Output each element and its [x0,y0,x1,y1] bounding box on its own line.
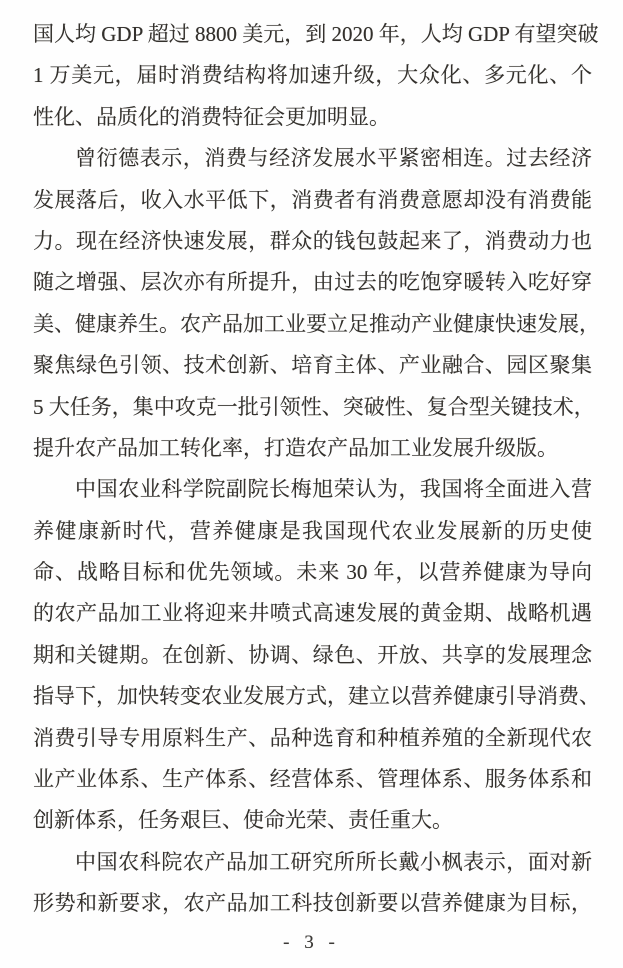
text-line: 中国农科院农产品加工研究所所长戴小枫表示，面对新 [75,849,592,874]
text-line: 养健康新时代，营养健康是我国现代农业发展新的历史使 [33,518,592,543]
text-line: 提升农产品加工转化率，打造农产品加工业发展升级版。 [33,435,558,460]
text-line: 力。现在经济快速发展，群众的钱包鼓起来了，消费动力也 [33,228,592,253]
text-line: 聚焦绿色引领、技术创新、培育主体、产业融合、园区聚集 [33,353,592,378]
text-line: 创新体系，任务艰巨、使命光荣、责任重大。 [33,808,453,833]
text-line: 曾衍德表示，消费与经济发展水平紧密相连。过去经济 [75,146,592,171]
text-line: 形势和新要求，农产品加工科技创新要以营养健康为目标， [33,891,592,916]
text-line: 1 万美元，届时消费结构将加速升级，大众化、多元化、个 [33,63,592,88]
text-line: 命、战略目标和优先领域。未来 30 年，以营养健康为导向 [33,560,592,585]
text-line: 业产业体系、生产体系、经营体系、管理体系、服务体系和 [33,767,592,792]
text-line: 5 大任务，集中攻克一批引领性、突破性、复合型关键技术， [33,394,595,419]
text-line: 期和关键期。在创新、协调、绿色、开放、共享的发展理念 [33,642,592,667]
text-line: 国人均 GDP 超过 8800 美元，到 2020 年，人均 GDP 有望突破 [33,22,599,46]
document-body [33,14,600,925]
text-line: 中国农业科学院副院长梅旭荣认为，我国将全面进入营 [75,477,592,502]
text-line: 随之增强、层次亦有所提升，由过去的吃饱穿暖转入吃好穿 [33,270,592,295]
text-line: 消费引导专用原料生产、品种选育和种植养殖的全新现代农 [33,725,592,750]
text-line: 性化、品质化的消费特征会更加明显。 [33,104,390,129]
text-line: 美、健康养生。农产品加工业要立足推动产业健康快速发展， [33,311,600,336]
page-number: - 3 - [283,932,340,953]
text-line: 的农产品加工业将迎来井喷式高速发展的黄金期、战略机遇 [33,601,592,626]
text-line: 发展落后，收入水平低下，消费者有消费意愿却没有消费能 [33,187,592,212]
text-line: 指导下，加快转变农业发展方式，建立以营养健康引导消费、 [33,684,600,709]
